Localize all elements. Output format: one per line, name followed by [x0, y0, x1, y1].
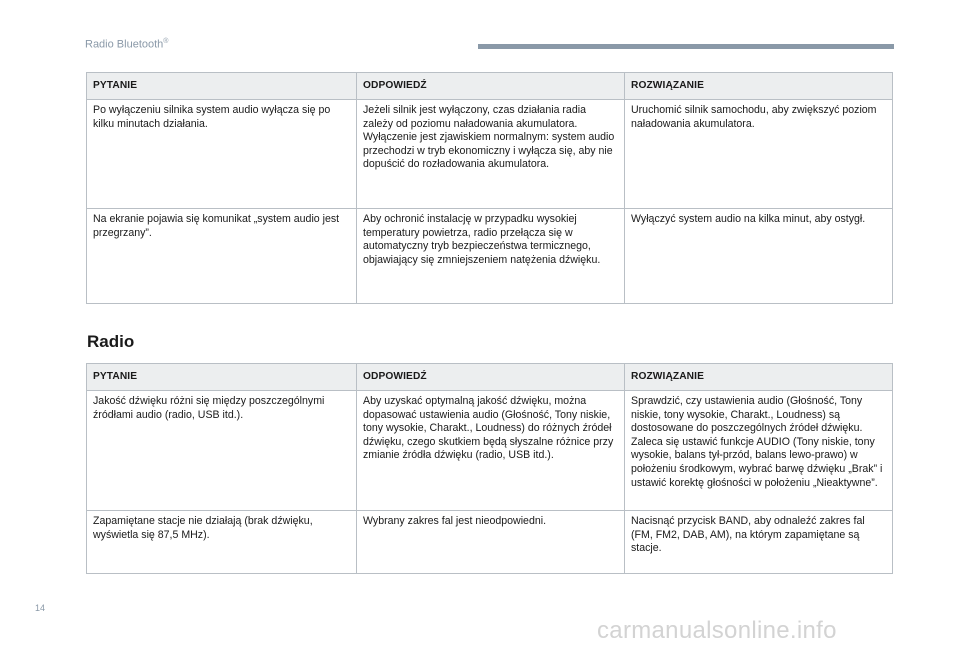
answer-paragraph: Jeżeli silnik jest wyłączony, czas działania radia zależy od poziomu naładowania akumulatora.: [363, 104, 586, 130]
question-cell: Po wyłączeniu silnika system audio wyłącza się po kilku minutach działania.: [87, 100, 357, 209]
column-header-answer: ODPOWIEDŹ: [357, 73, 625, 100]
answer-paragraph: Wybrany zakres fal jest nieodpowiedni.: [363, 515, 547, 527]
table-header-row: [87, 73, 893, 100]
column-header-answer: ODPOWIEDŹ: [357, 364, 625, 391]
watermark: carmanualsonline.info: [597, 617, 837, 644]
answer-cell: [357, 209, 625, 304]
faq-table-radio: [86, 363, 893, 574]
column-header-question: PYTANIE: [87, 73, 357, 100]
answer-paragraph: Aby uzyskać optymalną jakość dźwięku, można dopasować ustawienia audio (Głośność, Tony niskie, tony wysokie, Charakt., Loudness) do różnych źródeł dźwięku, czego skutkiem będą słyszalne różnice przy zmianie źródła dźwięku (radio, USB itd.).: [363, 395, 614, 462]
answer-paragraph: Wyłączenie jest zjawiskiem normalnym: system audio przechodzi w tryb ekonomiczny i wyłącza się, aby nie dopuścić do rozładowania akumulatora.: [363, 131, 615, 171]
question-cell: Na ekranie pojawia się komunikat „system audio jest przegrzany”.: [87, 209, 357, 304]
table-row: [87, 100, 893, 209]
question-cell: Jakość dźwięku różni się między poszczególnymi źródłami audio (radio, USB itd.).: [87, 391, 357, 511]
question-cell: Zapamiętane stacje nie działają (brak dźwięku, wyświetla się 87,5 MHz).: [87, 511, 357, 574]
table-row: [87, 511, 893, 574]
answer-cell: [357, 511, 625, 574]
page-number: 14: [35, 603, 46, 613]
table-row: [87, 391, 893, 511]
solution-cell: Wyłączyć system audio na kilka minut, aby ostygł.: [625, 209, 893, 304]
header-bar: [478, 44, 894, 49]
solution-cell: Nacisnąć przycisk BAND, aby odnaleźć zakres fal (FM, FM2, DAB, AM), na którym zapamiętane są stacje.: [625, 511, 893, 574]
header-title-text: Radio Bluetooth: [85, 38, 164, 51]
faq-table-bluetooth: [86, 72, 893, 304]
table-row: [87, 209, 893, 304]
column-header-solution: ROZWIĄZANIE: [625, 73, 893, 100]
answer-cell: [357, 100, 625, 209]
column-header-question: PYTANIE: [87, 364, 357, 391]
solution-cell: Sprawdzić, czy ustawienia audio (Głośność, Tony niskie, tony wysokie, Charakt., Loudness) są dostosowane do poszczególnych źródeł dźwięku. Zaleca się ustawić funkcje AUDIO (Tony niskie, tony wysokie, balans tył-przód, balans lewo-prawo) w położeniu środkowym, wybrać barwę dźwięku „Brak” i ustawić korektę głośności w położeniu „Nieaktywne”.: [625, 391, 893, 511]
section-title: Radio: [87, 332, 135, 351]
answer-paragraph: Aby ochronić instalację w przypadku wysokiej temperatury powietrza, radio przełącza się w automatyczny tryb bezpieczeństwa termicznego, objawiający się zmniejszeniem natężenia dźwięku.: [363, 213, 601, 266]
header-title: [85, 38, 168, 51]
registered-mark: ®: [163, 38, 169, 45]
column-header-solution: ROZWIĄZANIE: [625, 364, 893, 391]
table-header-row: [87, 364, 893, 391]
answer-cell: [357, 391, 625, 511]
solution-cell: Uruchomić silnik samochodu, aby zwiększyć poziom naładowania akumulatora.: [625, 100, 893, 209]
